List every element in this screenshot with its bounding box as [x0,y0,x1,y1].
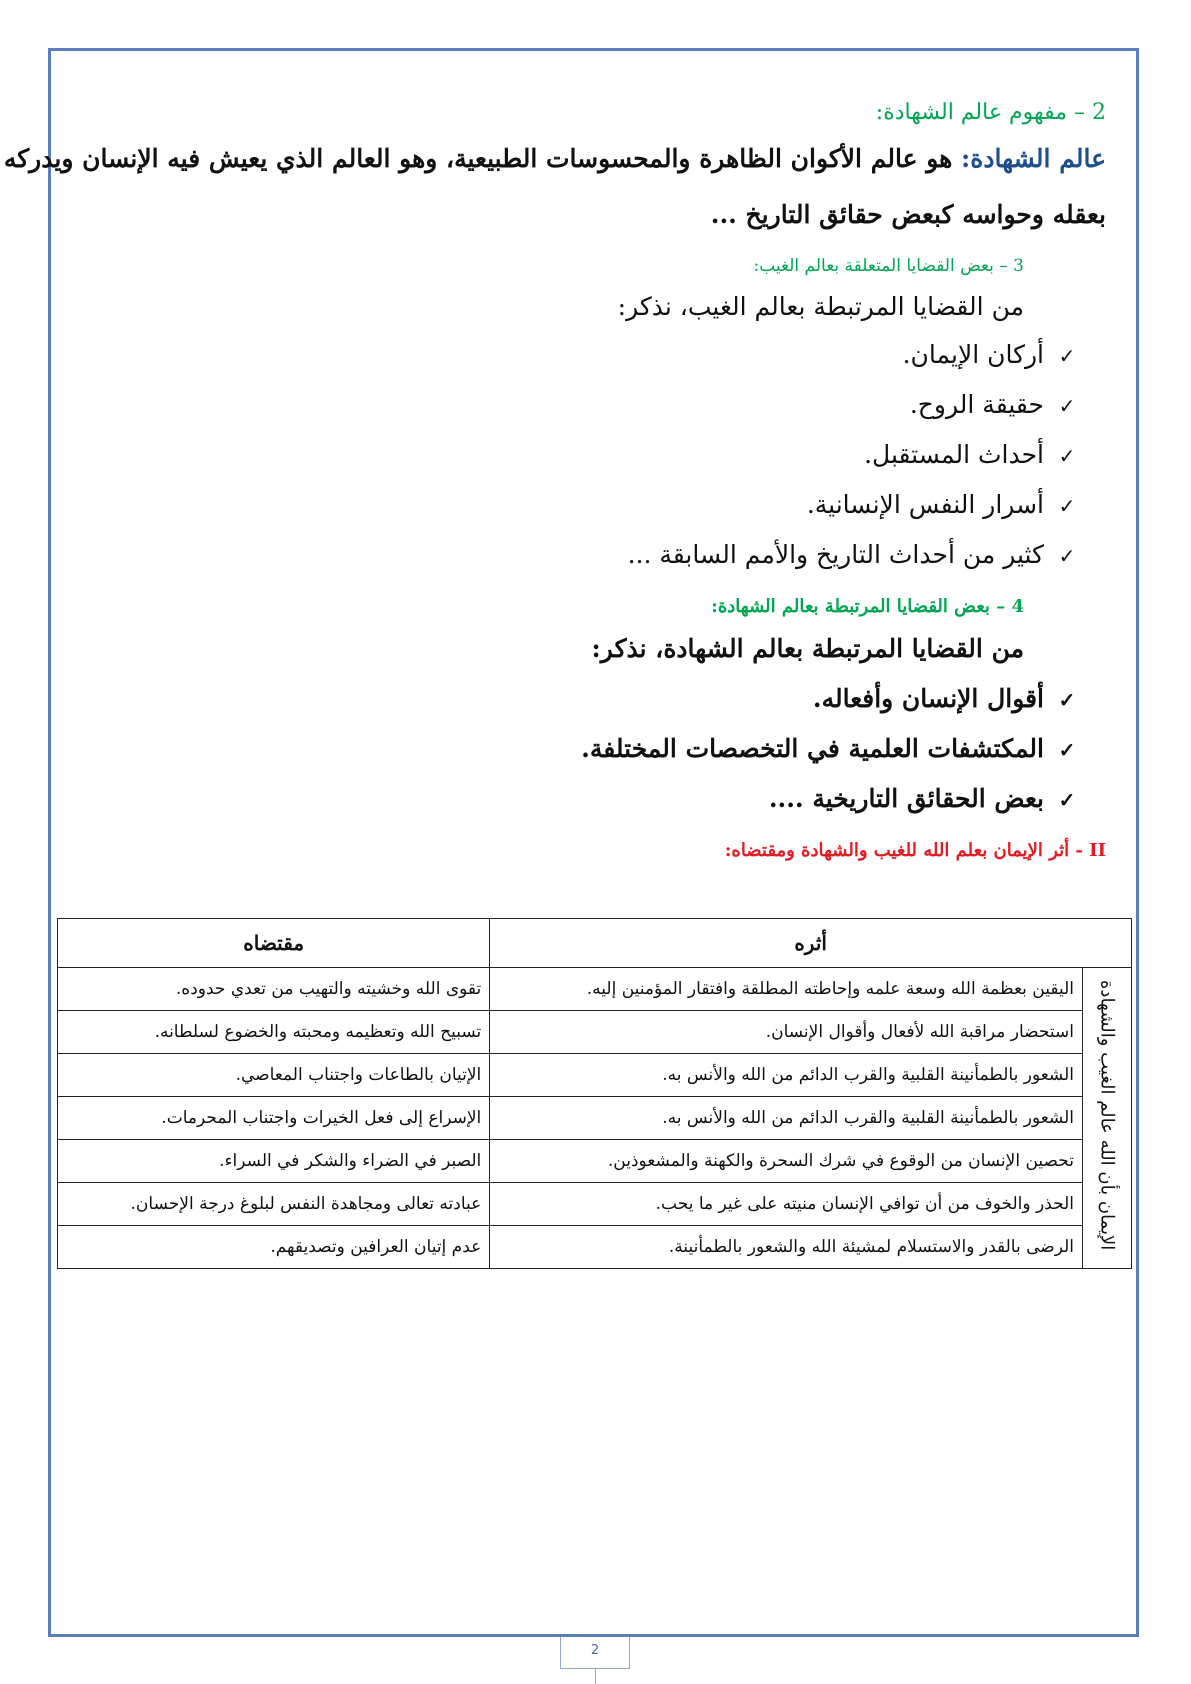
table-row [58,1140,1132,1183]
section4-item: ✓أقوال الإنسان وأفعاله. [813,684,1078,713]
requirement-cell: الإسراع إلى فعل الخيرات واجتناب المحرمات. [58,1097,490,1140]
effect-cell: استحضار مراقبة الله لأفعال وأقوال الإنسان. [490,1011,1083,1054]
side-label: الإيمان بأن الله عالم الغيب والشهادة [1096,980,1118,1251]
effects-table [57,918,1132,1269]
section2-definition-text: هو عالم الأكوان الظاهرة والمحسوسات الطبيعية، وهو العالم الذي يعيش فيه الإنسان ويدركه [3,144,953,173]
table-row [58,1054,1132,1097]
section3-intro: من القضايا المرتبطة بعالم الغيب، نذكر: [617,292,1024,321]
section4-heading: 4 – بعض القضايا المرتبطة بعالم الشهادة: [711,596,1024,617]
check-mark-icon: ✓ [1058,344,1076,368]
effect-cell: تحصين الإنسان من الوقوع في شرك السحرة والكهنة والمشعوذين. [490,1140,1083,1183]
table-row [58,1097,1132,1140]
requirement-cell: تقوى الله وخشيته والتهيب من تعدي حدوده. [58,968,490,1011]
header-requirement: مقتضاه [58,919,490,968]
effect-cell: الرضى بالقدر والاستسلام لمشيئة الله والشعور بالطمأنينة. [490,1226,1083,1269]
requirement-cell: الصبر في الضراء والشكر في السراء. [58,1140,490,1183]
side-label-cell [1083,968,1132,1269]
section3-item: ✓حقيقة الروح. [910,390,1078,419]
check-mark-icon: ✓ [1058,788,1076,812]
requirement-cell: عبادته تعالى ومجاهدة النفس لبلوغ درجة الإحسان. [58,1183,490,1226]
section2-definition-line1 [4,144,1106,173]
effect-cell: الشعور بالطمأنينة القلبية والقرب الدائم من الله والأنس به. [490,1054,1083,1097]
section2-definition-line2: بعقله وحواسه كبعض حقائق التاريخ ... [710,200,1106,229]
section2-term: عالم الشهادة: [961,144,1106,173]
check-mark-icon: ✓ [1058,544,1076,568]
check-mark-icon: ✓ [1058,494,1076,518]
table-row [58,968,1132,1011]
effect-cell: الحذر والخوف من أن توافي الإنسان منيته على غير ما يحب. [490,1183,1083,1226]
check-mark-icon: ✓ [1058,688,1076,712]
header-effect: أثره [490,919,1132,968]
table-row [58,1011,1132,1054]
section3-heading: 3 – بعض القضايا المتعلقة بعالم الغيب: [753,256,1024,276]
section4-intro: من القضايا المرتبطة بعالم الشهادة، نذكر: [591,634,1024,663]
section3-item: ✓أحداث المستقبل. [864,440,1078,469]
section3-item: ✓كثير من أحداث التاريخ والأمم السابقة ... [628,540,1078,569]
check-mark-icon: ✓ [1058,394,1076,418]
section2-heading: 2 – مفهوم عالم الشهادة: [875,100,1106,125]
table-header-row [58,919,1132,968]
requirement-cell: تسبيح الله وتعظيمه ومحبته والخضوع لسلطانه. [58,1011,490,1054]
section3-item: ✓أركان الإيمان. [903,340,1078,369]
table-row [58,1183,1132,1226]
effect-cell: اليقين بعظمة الله وسعة علمه وإحاطته المطلقة وافتقار المؤمنين إليه. [490,968,1083,1011]
page-number: 2 [560,1637,630,1669]
section4-item: ✓المكتشفات العلمية في التخصصات المختلفة. [581,734,1078,763]
requirement-cell: عدم إتيان العرافين وتصديقهم. [58,1226,490,1269]
check-mark-icon: ✓ [1058,738,1076,762]
effect-cell: الشعور بالطمأنينة القلبية والقرب الدائم من الله والأنس به. [490,1097,1083,1140]
section3-item: ✓أسرار النفس الإنسانية. [807,490,1078,519]
check-mark-icon: ✓ [1058,444,1076,468]
section4-item: ✓بعض الحقائق التاريخية .... [769,784,1078,813]
page-number-tick [595,1669,596,1684]
table-row [58,1226,1132,1269]
requirement-cell: الإتيان بالطاعات واجتناب المعاصي. [58,1054,490,1097]
part2-heading: II - أثر الإيمان بعلم الله للغيب والشهادة ومقتضاه: [724,840,1106,861]
